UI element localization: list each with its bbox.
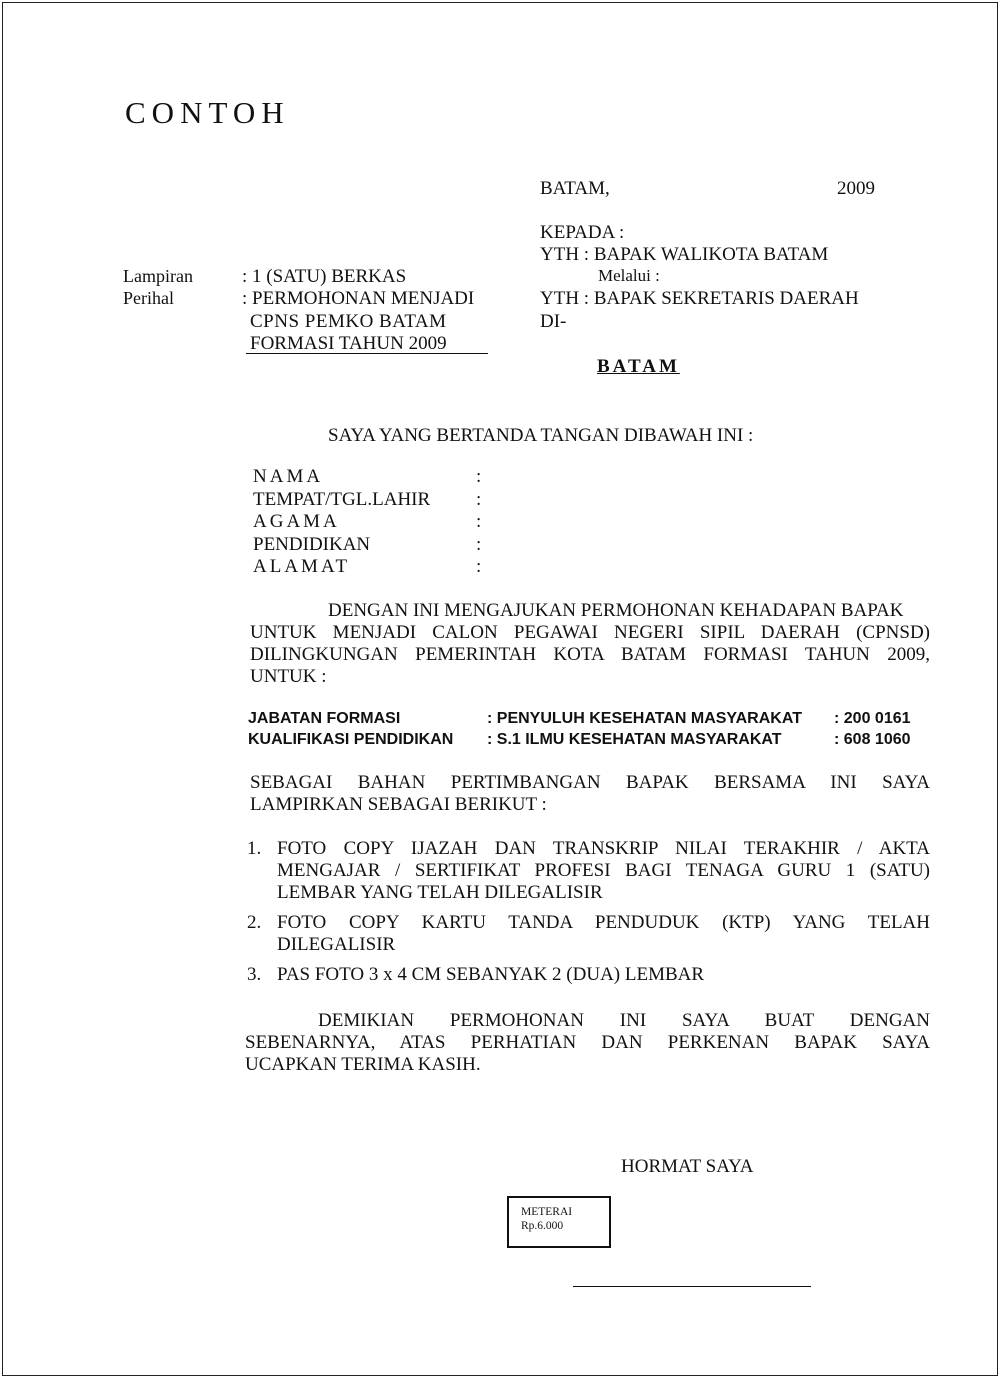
- kualifikasi-code: : 608 1060: [834, 731, 911, 748]
- attachment-number: 2.: [247, 912, 262, 933]
- signature-line: [573, 1286, 811, 1287]
- meterai-amount: Rp.6.000: [521, 1220, 564, 1232]
- jabatan-code: : 200 0161: [834, 710, 911, 727]
- attachment-number: 3.: [247, 964, 262, 985]
- paragraph1-line: DENGAN INI MENGAJUKAN PERMOHONAN KEHADAPAN BAPAK: [328, 600, 904, 621]
- recipient-melalui: Melalui :: [598, 266, 660, 285]
- perihal-line1: : PERMOHONAN MENJADI: [242, 288, 475, 309]
- kualifikasi-label: KUALIFIKASI PENDIDIKAN: [248, 731, 454, 748]
- intro-text: SAYA YANG BERTANDA TANGAN DIBAWAH INI :: [328, 425, 754, 446]
- field-colon: :: [476, 511, 482, 532]
- kualifikasi-value: : S.1 ILMU KESEHATAN MASYARAKAT: [487, 731, 782, 748]
- field-label-pendidikan: PENDIDIKAN: [253, 534, 371, 555]
- perihal-underline: [246, 353, 488, 354]
- lampiran-label: Lampiran: [123, 266, 193, 286]
- field-label-agama: AGAMA: [253, 511, 340, 532]
- jabatan-value: : PENYULUH KESEHATAN MASYARAKAT: [487, 710, 802, 727]
- year: 2009: [837, 178, 875, 199]
- recipient-walikota: YTH : BAPAK WALIKOTA BATAM: [540, 244, 829, 265]
- meterai-label: METERAI: [521, 1206, 573, 1218]
- recipient-kepada: KEPADA :: [540, 222, 625, 243]
- paragraph1-line: UNTUK :: [250, 666, 327, 687]
- meterai-stamp-box: [507, 1196, 611, 1248]
- recipient-city: BATAM: [597, 356, 680, 377]
- closing-line: SEBENARNYA, ATAS PERHATIAN DAN PERKENAN BAPAK SAYA: [245, 1032, 930, 1053]
- field-colon: :: [476, 556, 482, 577]
- place: BATAM,: [540, 178, 610, 199]
- field-colon: :: [476, 534, 482, 555]
- field-label-nama: NAMA: [253, 466, 324, 487]
- perihal-line3: FORMASI TAHUN 2009: [250, 333, 447, 354]
- perihal-label: Perihal: [123, 288, 174, 308]
- page-title: CONTOH: [125, 95, 290, 130]
- perihal-line2: CPNS PEMKO BATAM: [250, 311, 447, 332]
- attachment-line: PAS FOTO 3 x 4 CM SEBANYAK 2 (DUA) LEMBAR: [277, 964, 705, 985]
- field-label-alamat: ALAMAT: [253, 556, 351, 577]
- attachment-line: LEMBAR YANG TELAH DILEGALISIR: [277, 882, 603, 903]
- attachment-line: DILEGALISIR: [277, 934, 396, 955]
- jabatan-label: JABATAN FORMASI: [248, 710, 401, 727]
- field-colon: :: [476, 466, 482, 487]
- paragraph1-line: DILINGKUNGAN PEMERINTAH KOTA BATAM FORMASI TAHUN 2009,: [250, 644, 930, 665]
- closing-line: DEMIKIAN PERMOHONAN INI SAYA BUAT DENGAN: [318, 1010, 930, 1031]
- attachment-line: FOTO COPY KARTU TANDA PENDUDUK (KTP) YANG TELAH: [277, 912, 930, 933]
- paragraph2-line: SEBAGAI BAHAN PERTIMBANGAN BAPAK BERSAMA INI SAYA: [250, 772, 930, 793]
- signature-greeting: HORMAT SAYA: [621, 1156, 754, 1177]
- field-colon: :: [476, 489, 482, 510]
- attachment-number: 1.: [247, 838, 262, 859]
- page-border: [2, 2, 998, 1376]
- field-label-ttl: TEMPAT/TGL.LAHIR: [253, 489, 431, 510]
- paragraph2-line: LAMPIRKAN SEBAGAI BERIKUT :: [250, 794, 547, 815]
- recipient-sekretaris: YTH : BAPAK SEKRETARIS DAERAH: [540, 288, 859, 309]
- attachment-line: MENGAJAR / SERTIFIKAT PROFESI BAGI TENAGA GURU 1 (SATU): [277, 860, 930, 881]
- closing-line: UCAPKAN TERIMA KASIH.: [245, 1054, 481, 1075]
- attachment-line: FOTO COPY IJAZAH DAN TRANSKRIP NILAI TERAKHIR / AKTA: [277, 838, 930, 859]
- recipient-di: DI-: [540, 311, 567, 332]
- lampiran-value: : 1 (SATU) BERKAS: [242, 266, 407, 287]
- paragraph1-line: UNTUK MENJADI CALON PEGAWAI NEGERI SIPIL DAERAH (CPNSD): [250, 622, 930, 643]
